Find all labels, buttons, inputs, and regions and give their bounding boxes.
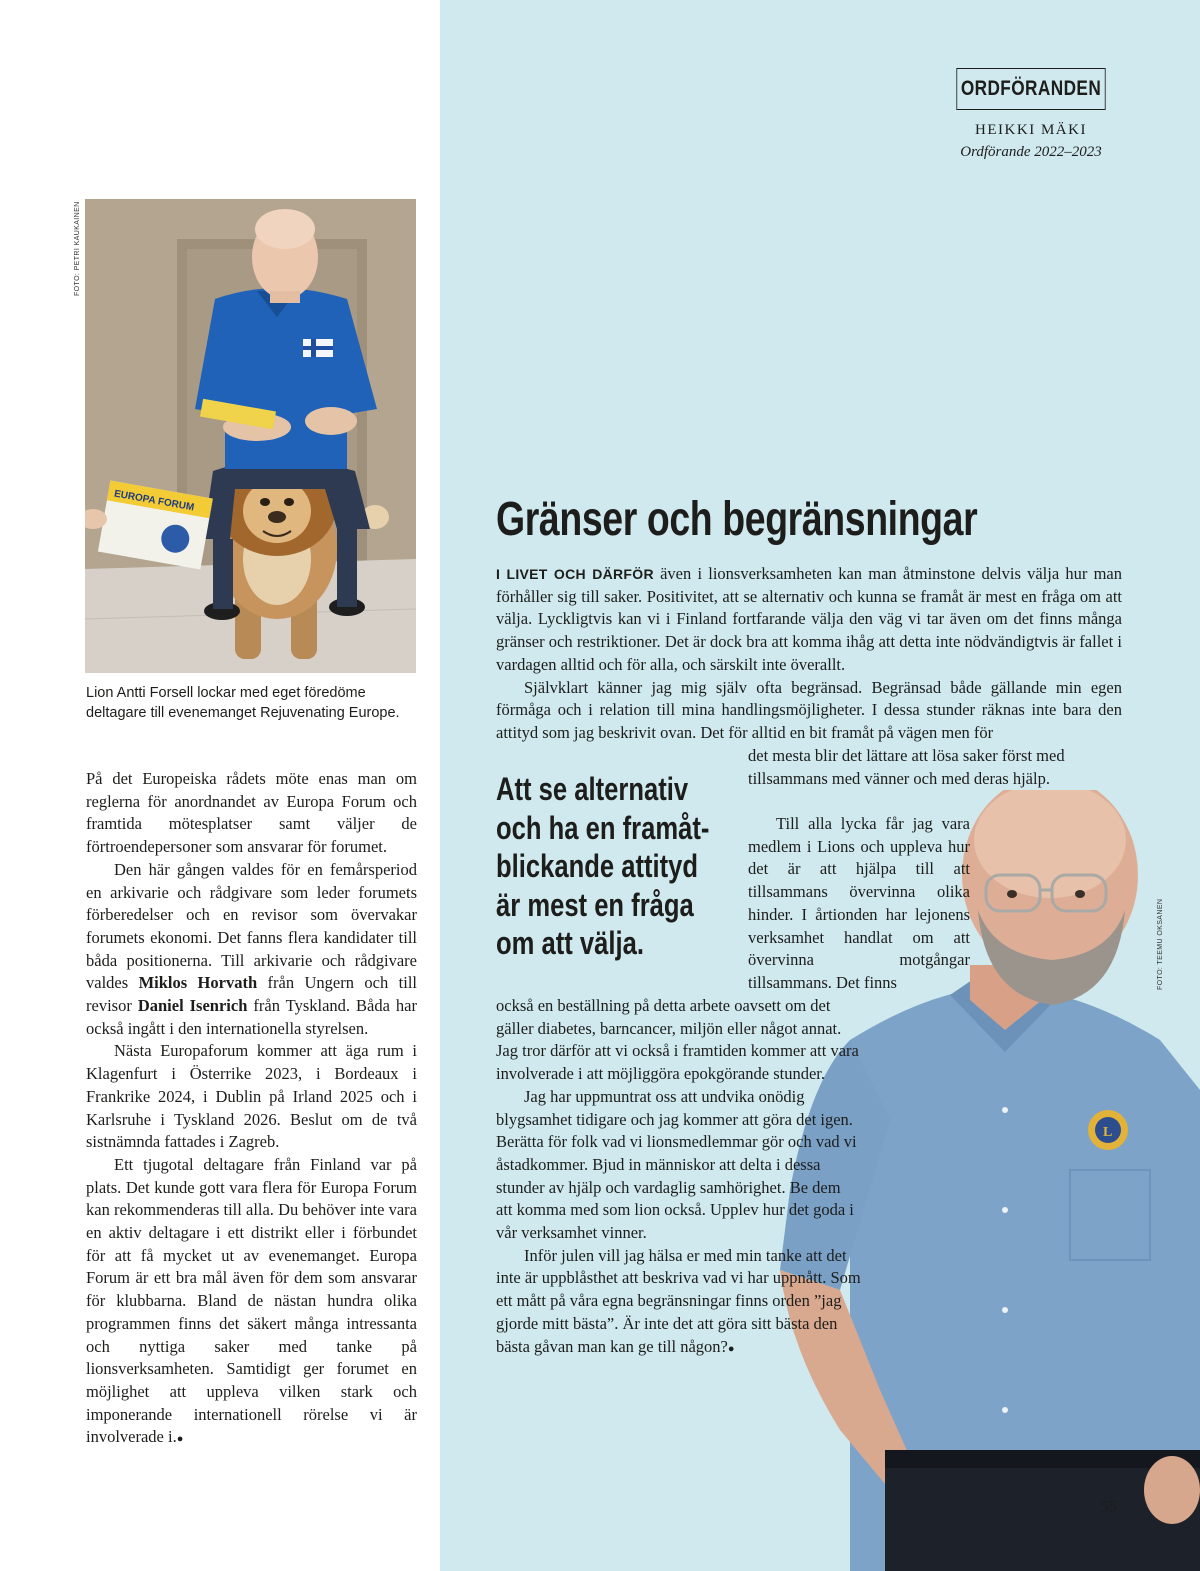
page-number: 55 <box>1100 1497 1117 1516</box>
photo1-caption <box>86 683 416 723</box>
left-article <box>86 768 417 1451</box>
author-name: HEIKKI MÄKI <box>975 122 1087 138</box>
main-paragraph-1 <box>496 563 1122 677</box>
p2-text-b: från Ungern och till revisor <box>86 973 417 1016</box>
left-paragraph-4 <box>86 1154 417 1451</box>
p1-text: även i lionsverksamheten kan man åtminstone delvis välja hur man förhåller sig till saker. Positivitet, att se alternativ och kunna se framåt är mest en fråga om att välja. Lyckligtvis kan vi i Finland fortfarande välja den väg vi tar även om det finns många gränser och restriktioner. Det är dock bra att komma ihåg att detta inte nödvändigtvis är fallet i vardagen alltid och för alla, och särskilt inte överallt. <box>496 564 1122 674</box>
photo1-credit: FOTO: PETRI KAUKAINEN <box>74 201 81 296</box>
main-paragraph-3-continued: också en beställning på detta arbete oavsett om det gäller diabetes, barncancer, miljön eller något annat. Jag tror därför att vi också i framtiden kommer att vara involverade i att möjliggöra epokgörande stunder. <box>496 996 859 1084</box>
name-miklos-horvath: Miklos Horvath <box>138 973 258 993</box>
p4-text: Ett tjugotal deltagare från Finland var på plats. Det kunde gott vara flera för Europa Forum kan rekommenderas till alla. Du behöver inte vara en aktiv deltagare i ett distrikt eller i förbundet för att få mycket ut av evenemanget. Europa Forum är ett bra mål även för dem som ansvarar för klubbarna. Bland de nästan hundra olika programmen finns det säkert många intressanta och nyttiga saker med tanke på lionsverksamheten. Samtidigt ger forumet en möjlighet att uppleva vilken stark och imponerande internationell rörelse vi är involverade i. <box>86 1154 417 1447</box>
photo-lion-costume-illustration <box>85 199 416 673</box>
end-mark: ● <box>727 1342 735 1355</box>
end-mark: ● <box>176 1433 184 1446</box>
photo2-credit: FOTO: TEEMU OKSANEN <box>1157 898 1164 990</box>
pullquote-line-3: blickande attityd <box>496 848 698 884</box>
left-paragraph-1: På det Europeiska rådets möte enas man om reglerna för anordnandet av Europa Forum och framtida mötesplatser samt väljer de förtroendepersoner som ansvarar för forumet. <box>86 769 417 857</box>
p2-text-a: Den här gången valdes för en femårsperiod en arkivarie och rådgivare som leder forumets förberedelser och en revisor som övervakar forumets ekonomi. Det fanns flera kandidater till båda positionerna. Till arkivarie och rådgivare valdes <box>86 859 417 993</box>
pullquote-line-5: om att välja. <box>496 925 644 961</box>
lead-in: I LIVET OCH DÄRFÖR <box>496 566 654 582</box>
pullquote-line-2: och ha en framåt- <box>496 809 710 846</box>
photo-lion-costume <box>85 199 416 673</box>
section-label: ORDFÖRANDEN <box>956 68 1105 110</box>
pullquote-line-4: är mest en fråga <box>496 886 694 923</box>
pull-quote <box>496 770 728 963</box>
caption-line-2: deltagare till evenemanget Rejuvenating Europe. <box>86 705 400 721</box>
p2-text-c: från Tyskland. Båda har också ingått i den internationella styrelsen. <box>86 996 417 1038</box>
p2-cont-text: det mesta blir det lättare att lösa saker först med tillsammans med vänner och med deras hjälp. <box>748 746 1065 788</box>
p5-text: Inför julen vill jag hälsa er med min tanke att det inte är uppblåsthet att beskriva vad vi har uppnått. Som ett mått på våra egna begränsningar finns orden ”jag gjorde mitt bästa”. Är inte det att göra sitt bästa den bästa gåvan man kan ge till någon? <box>496 1245 861 1356</box>
flyer-text: EUROPA FORUM <box>113 488 195 514</box>
name-daniel-isenrich: Daniel Isenrich <box>137 996 248 1016</box>
caption-line-1: Lion Antti Forsell lockar med eget föredöme <box>86 685 366 701</box>
main-paragraph-4: Jag har uppmuntrat oss att undvika onödig blygsamhet tidigare och jag kommer att göra det igen. Berätta för folk vad vi lionsmedlemmar gör och vad vi åstadkommer. Bjud in människor att delta i dessa stunder av hjälp och vardaglig samhörighet. Be dem att komma med som lion också. Upplev hur det goda i vår verksamhet vinner. <box>496 1086 857 1243</box>
main-paragraph-2: Självklart känner jag mig själv ofta begränsad. Begränsad både gällande min egen förmåga och i relation till mina handlingsmöjligheter. I dessa stunder räknas inte bara den attityd som jag beskrivit ovan. Det för alltid en bit framåt på vägen men för <box>496 677 1122 742</box>
p3-text: Till alla lycka får jag vara medlem i Lions och uppleva hur det är att hjälpa till att tillsammans övervinna olika hinder. I årtionden har lejonens verksamhet handlat om att övervinna motgångar tillsammans. Det finns <box>748 814 970 992</box>
left-paragraph-3: Nästa Europaforum kommer att äga rum i Klagenfurt i Österrike 2023, i Bordeaux i Frankrike 2024, i Dublin på Irland 2025 och i Karlsruhe i Tyskland 2026. Beslut om de två sistnämnda fattades i Zagreb. <box>86 1041 417 1152</box>
svg-text:L: L <box>1103 1125 1113 1140</box>
author-role: Ordförande 2022–2023 <box>960 144 1102 160</box>
main-paragraph-3 <box>748 813 970 995</box>
main-article-intro <box>496 563 1122 745</box>
article-headline: Gränser och begränsningar <box>496 493 978 546</box>
main-paragraph-5 <box>496 1245 861 1361</box>
main-article-bottom <box>496 995 861 1360</box>
left-paragraph-2 <box>86 859 417 1041</box>
main-paragraph-2-continued <box>748 745 1122 790</box>
pullquote-line-1: Att se alternativ <box>496 771 689 807</box>
